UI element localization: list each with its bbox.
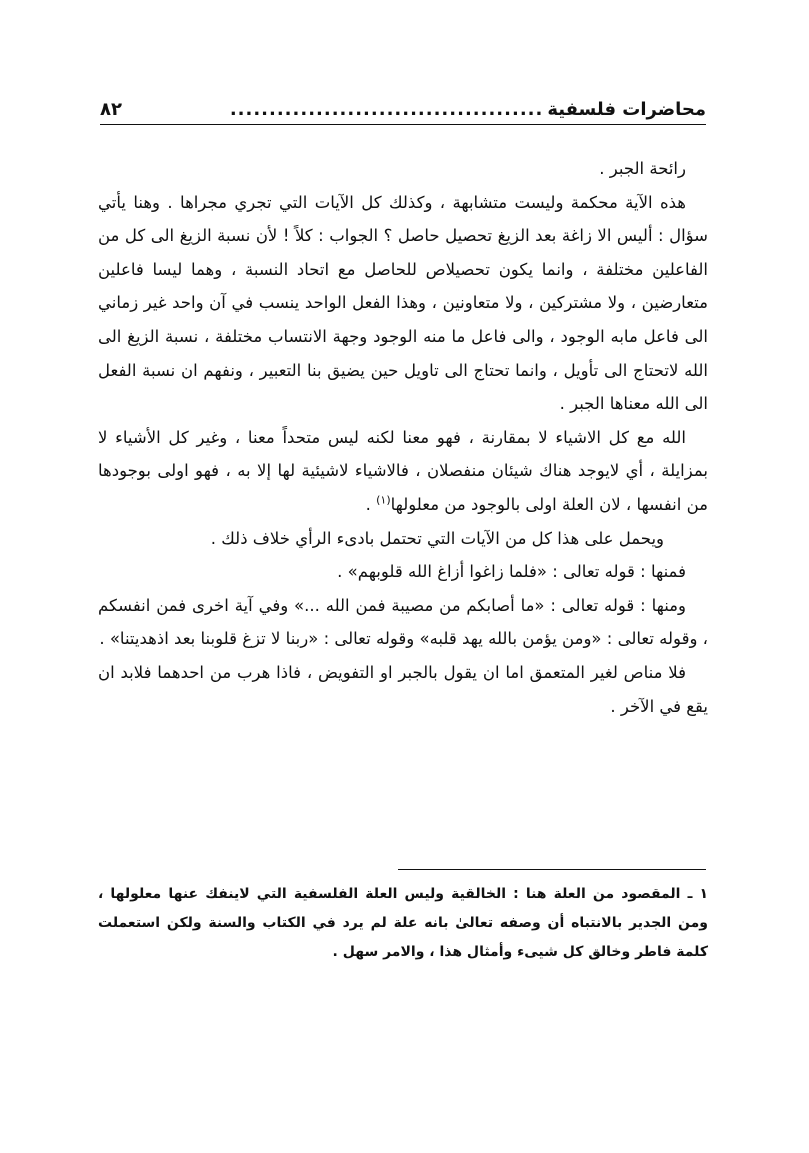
paragraph: فلا مناص لغير المتعمق اما ان يقول بالجبر او التفويض ، فاذا هرب من احدهما فلابد ان يقع في الآخر . — [98, 662, 708, 716]
footnote-text: ١ ـ المقصود من العلة هنا : الخالقية وليس العلة الفلسفية التي لاينفك عنها معلولها ، ومن الجدير بالانتباه أن وصفه تعالىٰ بانه علة لم يرد في الكتاب والسنة ولكن استعملت كلمة فاطر وخالق كل شيىء وأمثال هذا ، والامر سهل . — [98, 886, 708, 960]
paragraph-text: الله مع كل الاشياء لا بمقارنة ، فهو معنا لكنه ليس متحداً معنا ، وغير كل الأشياء لا بمزايلة ، أي لايوجد هناك شيئان منفصلان ، فالاشياء لاشيئية لها إلا به ، فهو اولى بوجودها من انفسها ، لان العلة اولى بالوجود من معلولها — [98, 427, 708, 514]
paragraph: الله مع كل الاشياء لا بمقارنة ، فهو معنا لكنه ليس متحداً معنا ، وغير كل الأشياء لا بمزايلة ، أي لايوجد هناك شيئان منفصلان ، فالاشياء لاشيئية لها إلا به ، فهو اولى بوجودها من انفسها ، لان العلة اولى بالوجود من معلولها$^{(١)}$ . — [98, 427, 708, 514]
footnote-marker: (١) — [376, 493, 391, 507]
paragraph: ويحمل على هذا كل من الآيات التي تحتمل بادىء الرأي خلاف ذلك . — [210, 528, 664, 548]
paragraph: فمنها : قوله تعالى : «فلما زاغوا أزاغ الله قلوبهم» . — [337, 562, 686, 582]
running-title: محاضرات فلسفية — [547, 99, 706, 120]
paragraph: ومنها : قوله تعالى : «ما أصابكم من مصيبة فمن الله ...» وفي آية اخرى فمن انفسكم ، وقوله تعالى : «ومن يؤمن بالله يهد قلبه» وقوله تعالى : «ربنا لا تزغ قلوبنا بعد اذهديتنا» . — [98, 595, 708, 649]
leader-dots: ........................................ — [229, 99, 544, 120]
body-text — [98, 152, 708, 723]
paragraph: هذه الآية محكمة وليست متشابهة ، وكذلك كل الآيات التي تجري مجراها . وهنا يأتي سؤال : أليس الا زاغة بعد الزيغ تحصيل حاصل ؟ الجواب : كلاً ! لأن نسبة الزيغ الى كل من الفاعلين مختلفة ، وانما يكون تحصيلاص للحاصل مع اتحاد النسبة ، وهما ليسا فاعلين متعارضين ، ولا مشتركين ، ولا متعاونين ، وهذا الفعل الواحد ينسب في آن واحد غير زماني الى فاعل مابه الوجود ، والى فاعل ما منه الوجود وجهة الانتساب مختلفة ، نسبة الزيغ الى الله لاتحتاج الى تأويل ، وانما تحتاج الى تاويل حين يضيق بنا التعبير ، ونفهم ان نسبة الفعل الى الله معناها الجبر . — [98, 192, 708, 414]
header-rule — [100, 124, 706, 125]
page-number: ٨٢ — [100, 99, 122, 120]
running-header — [100, 92, 706, 120]
footnote-rule — [398, 869, 706, 870]
paragraph: رائحة الجبر . — [599, 159, 686, 178]
footnote — [98, 880, 708, 967]
